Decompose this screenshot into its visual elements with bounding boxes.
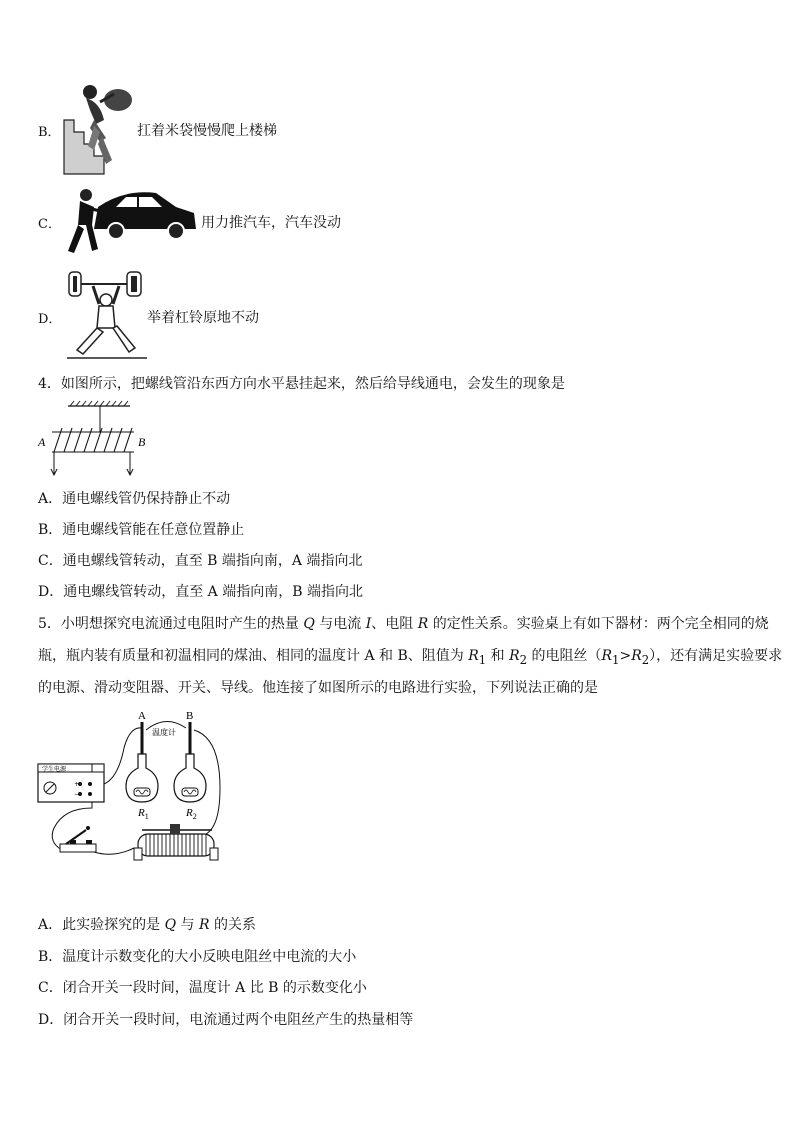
q5-subscript: 2 [641,652,650,667]
q5-option-b: B．温度计示数变化的大小反映电阻丝中电流的大小 [38,949,357,965]
q5-option-a-text: 的关系 [209,917,256,933]
power-supply [38,764,104,802]
q5-option-a-text: A．此实验探究的是 [38,917,165,933]
q3-option-c-text: 用力推汽车，汽车没动 [201,215,341,231]
q5-subscript: 1 [478,652,487,667]
q5-stem-text: 与电流 [314,616,366,632]
q5-symbol-r: R [417,616,429,632]
solenoid-label-b: B [138,435,146,449]
q5-subscript: 2 [519,652,528,667]
thermometer-a-label: A [138,710,146,722]
thermometer-label: 温度计 [152,728,176,737]
q3-option-b-letter: B． [38,125,61,140]
q5-symbol-r2: R [509,648,520,664]
man-pushing-car-illustration [64,185,200,257]
q5-stem-line-2 [38,645,782,667]
svg-text:+: + [74,781,80,788]
q3-option-d-text: 举着杠铃原地不动 [147,310,259,326]
q5-stem-text: 和 [486,648,510,664]
q5-option-c: C．闭合开关一段时间，温度计 A 比 B 的示数变化小 [38,980,367,996]
q5-option-a [38,914,256,934]
q5-symbol-q: Q [303,616,315,632]
flask-r2 [174,754,206,802]
q5-option-a-text: 与 [176,917,199,933]
switch [60,826,96,852]
q5-symbol-r2: R [631,648,642,664]
r1-label: $R_1$ [138,807,149,821]
r2-label: $R_2$ [186,807,197,821]
circuit-figure [34,708,234,868]
man-carrying-rice-bag-illustration [60,80,140,176]
q3-option-d-letter: D． [38,312,62,327]
q5-symbol-r: R [198,917,210,933]
q5-stem-line-1 [38,613,769,633]
q4-option-d: D．通电螺线管转动，直至 A 端指向南，B 端指向北 [38,584,363,600]
q4-option-b: B．通电螺线管能在任意位置静止 [38,522,245,538]
solenoid-figure [34,400,164,482]
power-supply-label: 学生电源 [42,766,67,773]
q3-option-c-letter: C． [38,217,61,232]
q5-symbol-i: I [365,616,372,632]
q5-stem-text: 5．小明想探究电流通过电阻时产生的热量 [38,616,304,632]
q5-symbol-r1: R [601,648,613,664]
q5-comparison: > [619,648,632,664]
q4-stem: 4．如图所示，把螺线管沿东西方向水平悬挂起来，然后给导线通电，会发生的现象是 [38,376,565,392]
q5-option-d: D．闭合开关一段时间，电流通过两个电阻丝产生的热量相等 [38,1012,414,1028]
q5-stem-text: 的定性关系。实验桌上有如下器材：两个完全相同的烧 [428,616,769,632]
q4-option-a: A．通电螺线管仍保持静止不动 [38,491,231,507]
q5-symbol-q: Q [164,917,177,933]
q5-stem-line-3: 的电源、滑动变阻器、开关、导线。他连接了如图所示的电路进行实验，下列说法正确的是 [38,680,598,696]
q5-stem-text: 、电阻 [371,616,418,632]
q5-symbol-r1: R [468,648,479,664]
q3-option-b-text: 扛着米袋慢慢爬上楼梯 [137,123,277,139]
svg-text:−: − [74,791,80,798]
solenoid-label-a: A [38,435,46,449]
q5-stem-text: 瓶，瓶内装有质量和初温相同的煤油、相同的温度计 A 和 B、阻值为 [38,648,469,664]
sliding-rheostat [134,824,218,860]
thermometer-b-label: B [186,710,194,722]
flask-r1 [126,754,158,802]
q5-stem-text: 的电阻丝（ [527,648,602,664]
q5-subscript: 1 [612,652,620,667]
weightlifter-illustration [63,270,153,362]
q4-option-c: C．通电螺线管转动，直至 B 端指向南，A 端指向北 [38,553,363,569]
q5-stem-text: ），还有满足实验要求 [649,648,783,664]
